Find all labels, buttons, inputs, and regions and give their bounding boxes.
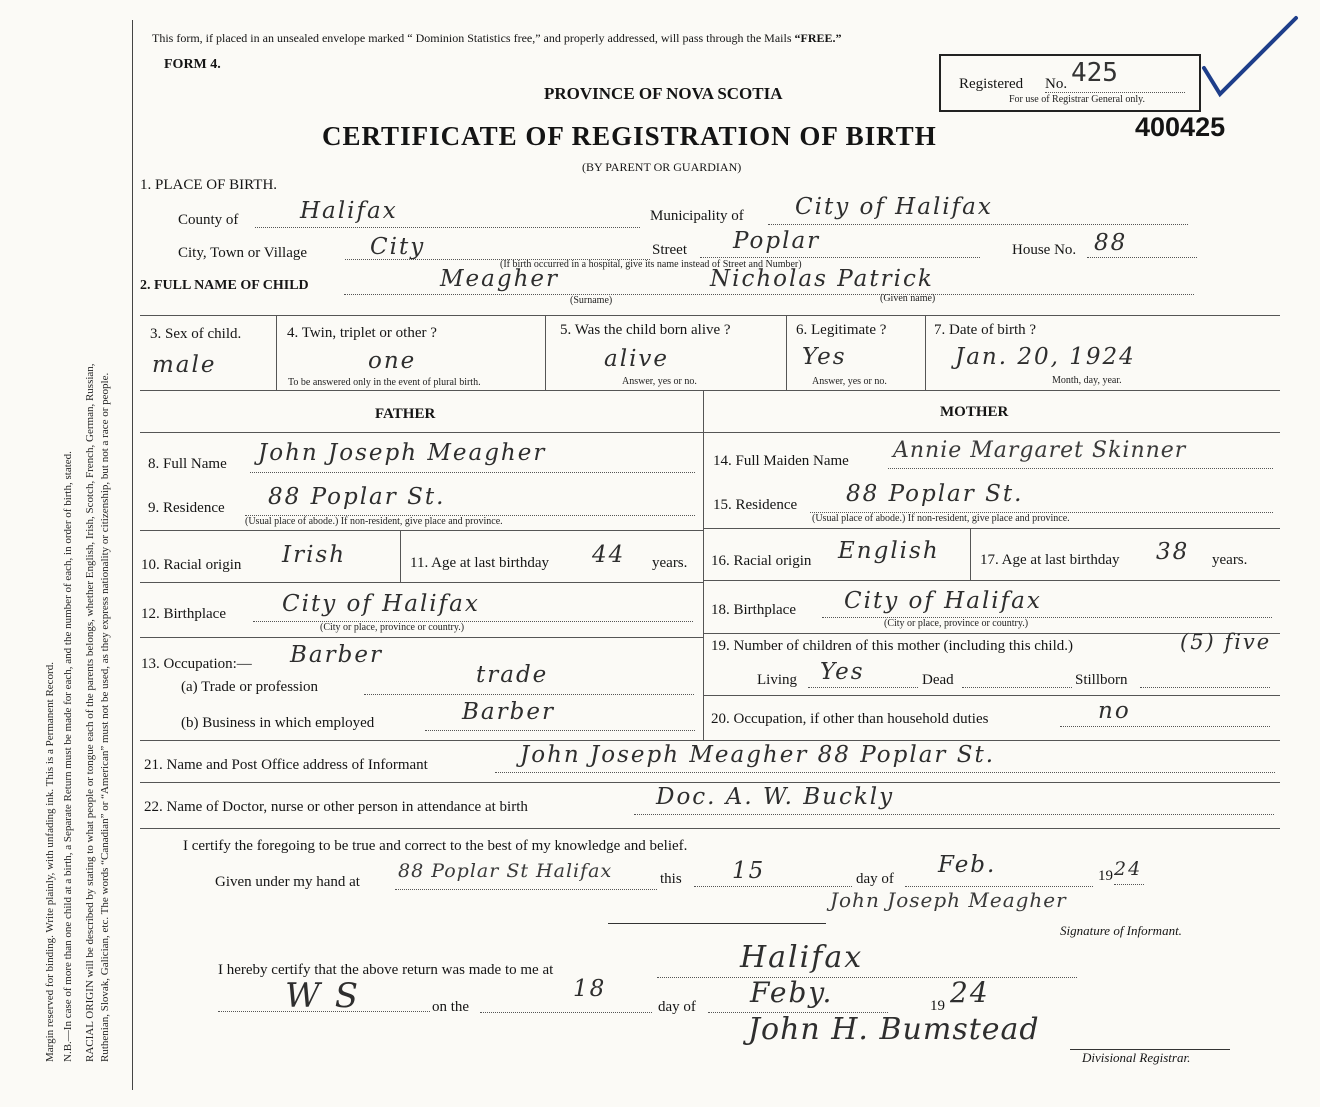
mother-name-line [888, 468, 1273, 469]
municipality-value: City of Halifax [795, 194, 993, 220]
father-name-label: 8. Full Name [148, 456, 227, 472]
informant-value: John Joseph Meagher 88 Poplar St. [520, 742, 996, 768]
father-business-value: Barber [462, 699, 555, 725]
dob-label: 7. Date of birth ? [934, 322, 1037, 338]
postal-notice [152, 31, 842, 46]
certify-day-of-label: day of [856, 871, 894, 887]
registrar-day-of-label: day of [658, 999, 696, 1015]
mother-age-label: 17. Age at last birthday [980, 552, 1120, 568]
father-name-value: John Joseph Meagher [258, 440, 547, 466]
alive-value: alive [604, 346, 670, 372]
city-value: City [370, 234, 426, 260]
registrar-month-value: Feby. [750, 976, 834, 1009]
alive-note: Answer, yes or no. [622, 376, 697, 387]
registrar-signature: John H. Bumstead [748, 1012, 1040, 1047]
mother-years-label: years. [1212, 552, 1248, 568]
postal-notice-text: This form, if placed in an unsealed envelope marked “ Dominion Statistics free,” and properly addressed, will pass through the Mails [152, 31, 795, 45]
stillborn-label: Stillborn [1075, 672, 1128, 688]
province-heading: PROVINCE OF NOVA SCOTIA [544, 84, 783, 103]
child-name-line [344, 294, 1194, 295]
register-stamp-number: 400425 [1135, 112, 1226, 142]
dob-value: Jan. 20, 1924 [955, 344, 1136, 370]
margin-note-binding: Margin reserved for binding. Write plainly, with unfading ink. This is a Permanent Record. [44, 662, 56, 1062]
registrar-day-value: 18 [573, 976, 607, 1002]
stillborn-line [1140, 687, 1270, 688]
registrar-initials: W S [285, 976, 361, 1016]
mother-rule-2 [703, 580, 1280, 581]
margin-note-racial-origin: RACIAL ORIGIN will be described by stating to what people or tongue each of the parents belongs, whether English, Irish, Scotch, French, German, Russian, [84, 363, 96, 1062]
mother-racial-divider [970, 528, 971, 580]
certify-year-prefix: 19 [1098, 868, 1113, 884]
father-birthplace-value: City of Halifax [282, 591, 480, 617]
county-line [255, 227, 640, 228]
registrar-statement: I hereby certify that the above return was made to me at [218, 962, 554, 978]
mother-age-value: 38 [1156, 539, 1190, 565]
house-number-line [1087, 257, 1197, 258]
registrar-place-line [657, 977, 1077, 978]
father-rule-3 [140, 637, 703, 638]
doctor-label: 22. Name of Doctor, nurse or other person in attendance at birth [144, 799, 528, 815]
certificate-title: CERTIFICATE OF REGISTRATION OF BIRTH [322, 121, 937, 151]
registered-line [1045, 92, 1185, 93]
doctor-rule [140, 828, 1280, 829]
informant-line [495, 772, 1275, 773]
parents-bottom-rule [140, 740, 1280, 741]
certify-day-line [694, 886, 852, 887]
street-value: Poplar [733, 228, 821, 254]
father-rule-2 [140, 582, 703, 583]
informant-signature: John Joseph Meagher [830, 888, 1067, 912]
registered-no-label: No. [1045, 76, 1068, 92]
registrar-signature-label: Divisional Registrar. [1082, 1050, 1191, 1065]
registrar-place-value: Halifax [740, 940, 864, 975]
mother-heading: MOTHER [940, 404, 1009, 420]
father-racial-value: Irish [282, 542, 347, 568]
form-number: FORM 4. [164, 57, 221, 72]
informant-signature-line [608, 923, 826, 924]
certify-month-value: Feb. [938, 852, 997, 878]
mother-birthplace-value: City of Halifax [844, 588, 1042, 614]
father-occupation-label: 13. Occupation:— [141, 656, 252, 672]
mother-racial-label: 16. Racial origin [711, 553, 812, 569]
legitimate-value: Yes [802, 344, 847, 370]
father-racial-divider [400, 530, 401, 582]
mother-residence-note: (Usual place of abode.) If non-resident, give place and province. [812, 513, 1070, 524]
check-mark-icon [1198, 10, 1302, 105]
given-place-value: 88 Poplar St Halifax [398, 860, 613, 882]
given-under-hand-label: Given under my hand at [215, 874, 360, 890]
father-birthplace-note: (City or place, province or country.) [320, 622, 465, 633]
informant-signature-label: Signature of Informant. [1060, 923, 1182, 938]
child-given-value: Nicholas Patrick [710, 266, 934, 292]
father-age-label: 11. Age at last birthday [410, 555, 549, 571]
living-label: Living [757, 672, 797, 688]
mother-name-label: 14. Full Maiden Name [713, 453, 849, 469]
registrar-day-line [480, 1012, 652, 1013]
registered-label: Registered [959, 76, 1024, 92]
registrar-year-prefix: 19 [930, 998, 945, 1014]
dob-note: Month, day, year. [1052, 375, 1122, 386]
registered-number: 425 [1071, 58, 1118, 88]
given-place-line [395, 889, 657, 890]
father-name-line [250, 472, 695, 473]
registrar-year-value: 24 [950, 976, 990, 1009]
father-residence-label: 9. Residence [148, 500, 225, 516]
mother-name-value: Annie Margaret Skinner [893, 438, 1187, 463]
place-of-birth-heading: 1. PLACE OF BIRTH. [140, 177, 278, 193]
mother-residence-value: 88 Poplar St. [846, 481, 1024, 507]
father-birthplace-label: 12. Birthplace [141, 606, 226, 622]
father-trade-line [364, 694, 694, 695]
informant-rule [140, 782, 1280, 783]
twin-label: 4. Twin, triplet or other ? [287, 325, 437, 341]
registered-note: For use of Registrar General only. [1009, 94, 1145, 105]
informant-label: 21. Name and Post Office address of Informant [144, 757, 428, 773]
father-racial-label: 10. Racial origin [141, 557, 242, 573]
living-value: Yes [820, 659, 865, 685]
father-age-value: 44 [592, 542, 626, 568]
legitimate-note: Answer, yes or no. [812, 376, 887, 387]
certify-year-line [1114, 884, 1144, 885]
registrar-initials-line [218, 1011, 430, 1012]
sex-label: 3. Sex of child. [150, 326, 242, 342]
box-divider-1 [276, 315, 277, 390]
certificate-subtitle: (BY PARENT OR GUARDIAN) [582, 160, 742, 174]
street-line [700, 257, 980, 258]
mother-occupation-line [1060, 726, 1270, 727]
certify-year-value: 24 [1114, 858, 1143, 880]
registrar-on-label: on the [432, 999, 470, 1015]
father-occupation-value: Barber [290, 642, 383, 668]
living-line [808, 687, 918, 688]
certify-statement: I certify the foregoing to be true and correct to the best of my knowledge and belief. [183, 838, 688, 854]
father-heading: FATHER [375, 406, 436, 422]
sex-value: male [152, 352, 217, 378]
mother-racial-value: English [838, 538, 940, 564]
margin-note-plural-birth: N.B.—In case of more than one child at a birth, a Separate Return must be made for each, and the number of each, in order of birth, stated. [62, 451, 74, 1062]
mother-rule-1 [703, 528, 1280, 529]
father-trade-label: (a) Trade or profession [181, 679, 319, 695]
this-label: this [660, 871, 682, 887]
box-divider-4 [925, 315, 926, 390]
child-name-label: 2. FULL NAME OF CHILD [140, 278, 309, 293]
mother-birthplace-label: 18. Birthplace [711, 602, 796, 618]
mother-residence-label: 15. Residence [713, 497, 798, 513]
house-number-label: House No. [1012, 242, 1077, 258]
city-label: City, Town or Village [178, 245, 308, 261]
father-residence-note: (Usual place of abode.) If non-resident, give place and province. [245, 516, 503, 527]
father-business-line [425, 730, 695, 731]
mother-children-label: 19. Number of children of this mother (including this child.) [711, 638, 1074, 654]
father-birthplace-line [253, 621, 693, 622]
county-label: County of [178, 212, 239, 228]
alive-label: 5. Was the child born alive ? [560, 322, 731, 338]
registered-box [939, 54, 1201, 112]
surname-note: (Surname) [570, 295, 613, 306]
mother-occupation-label: 20. Occupation, if other than household duties [711, 711, 989, 727]
father-rule-1 [140, 530, 703, 531]
doctor-line [634, 814, 1274, 815]
father-residence-value: 88 Poplar St. [268, 484, 446, 510]
father-trade-value: trade [476, 662, 549, 688]
county-value: Halifax [300, 198, 398, 224]
dead-line [962, 687, 1072, 688]
mother-children-value: (5) five [1180, 630, 1272, 654]
legitimate-label: 6. Legitimate ? [796, 322, 887, 338]
box-divider-2 [545, 315, 546, 390]
municipality-label: Municipality of [650, 208, 744, 224]
margin-note-racial-origin-cont: Ruthenian, Slovak, Galician, etc. The words “Canadian” or “American” must not be used, as they express nationality or citizenship, but not a race or people. [99, 372, 111, 1062]
father-years-label: years. [652, 555, 688, 571]
municipality-line [768, 224, 1188, 225]
child-surname-value: Meagher [440, 266, 560, 292]
house-number-value: 88 [1094, 230, 1128, 256]
boxes-top-rule [140, 315, 1280, 316]
postal-notice-free: “FREE.” [794, 31, 842, 45]
twin-value: one [368, 348, 417, 374]
box-divider-3 [786, 315, 787, 390]
certify-month-line [905, 886, 1093, 887]
street-label: Street [652, 242, 687, 258]
mother-rule-4 [703, 695, 1280, 696]
mother-occupation-value: no [1098, 698, 1131, 724]
hospital-note: (If birth occurred in a hospital, give its name instead of Street and Number) [500, 259, 802, 270]
boxes-bottom-rule [140, 390, 1280, 391]
parents-heading-rule [140, 432, 1280, 433]
parents-divider [703, 390, 704, 740]
mother-birthplace-note: (City or place, province or country.) [884, 618, 1029, 629]
doctor-value: Doc. A. W. Buckly [656, 784, 895, 810]
father-business-label: (b) Business in which employed [181, 715, 375, 731]
left-border [132, 20, 133, 1090]
certify-day-value: 15 [732, 858, 766, 884]
twin-note: To be answered only in the event of plural birth. [288, 377, 481, 388]
dead-label: Dead [922, 672, 954, 688]
given-name-note: (Given name) [880, 293, 936, 304]
